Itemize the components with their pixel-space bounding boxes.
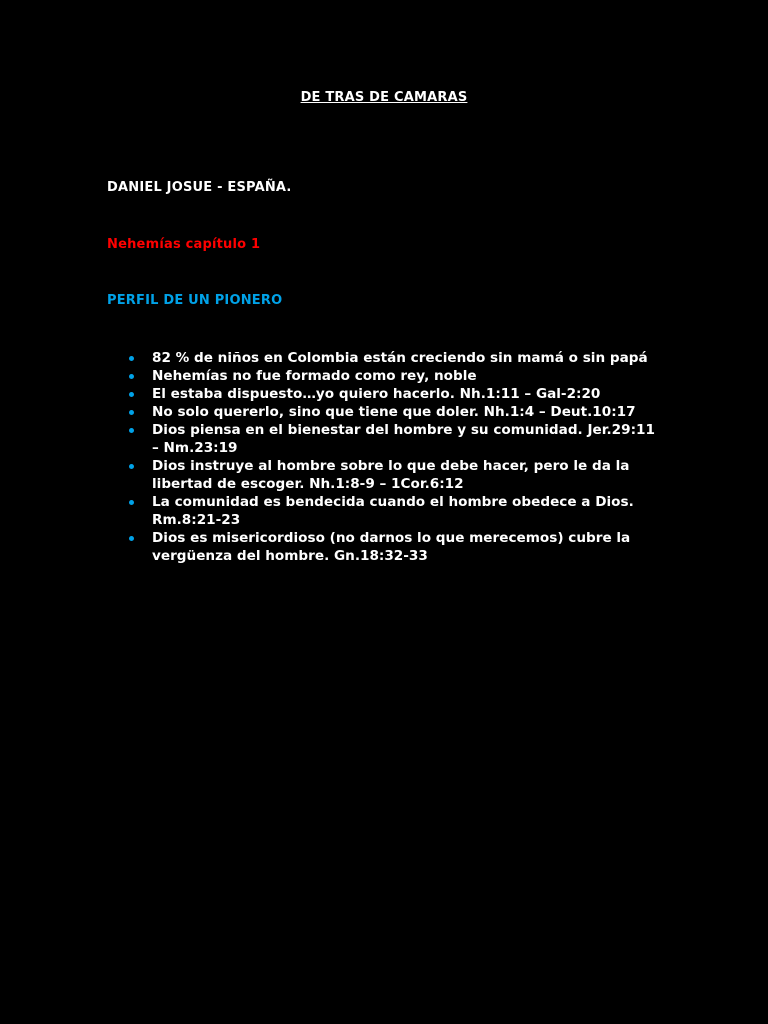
author-line: DANIEL JOSUE - ESPAÑA. [107,180,292,195]
list-item-text: Dios instruye al hombre sobre lo que debe hacer, pero le da la libertad de escoger. Nh.1:8-9 – 1Cor.6:12 [152,458,630,492]
list-item-text: 82 % de niños en Colombia están creciendo sin mamá o sin papá [152,350,648,366]
bullet-icon [129,536,134,541]
list-item [152,493,662,529]
list-item [152,367,662,385]
list-item [152,529,662,565]
bullet-icon [129,464,134,469]
document-title: DE TRAS DE CAMARAS [300,90,468,105]
bullet-icon [129,374,134,379]
bullet-icon [129,392,134,397]
list-item [152,457,662,493]
bullet-icon [129,428,134,433]
bullet-list [152,349,662,565]
list-item-text: Dios es misericordioso (no darnos lo que merecemos) cubre la vergüenza del hombre. Gn.18:32-33 [152,530,631,564]
list-item-text: El estaba dispuesto…yo quiero hacerlo. Nh.1:11 – Gal-2:20 [152,386,601,402]
list-item-text: Nehemías no fue formado como rey, noble [152,368,477,384]
list-item [152,349,662,367]
chapter-reference: Nehemías capítulo 1 [107,237,261,252]
list-item [152,421,662,457]
bullet-icon [129,410,134,415]
bullet-icon [129,500,134,505]
bullet-icon [129,356,134,361]
list-item [152,385,662,403]
section-heading: PERFIL DE UN PIONERO [107,293,283,308]
list-item [152,403,662,421]
list-item-text: La comunidad es bendecida cuando el hombre obedece a Dios. Rm.8:21-23 [152,494,634,528]
list-item-text: No solo quererlo, sino que tiene que doler. Nh.1:4 – Deut.10:17 [152,404,636,420]
list-item-text: Dios piensa en el bienestar del hombre y su comunidad. Jer.29:11 – Nm.23:19 [152,422,655,456]
